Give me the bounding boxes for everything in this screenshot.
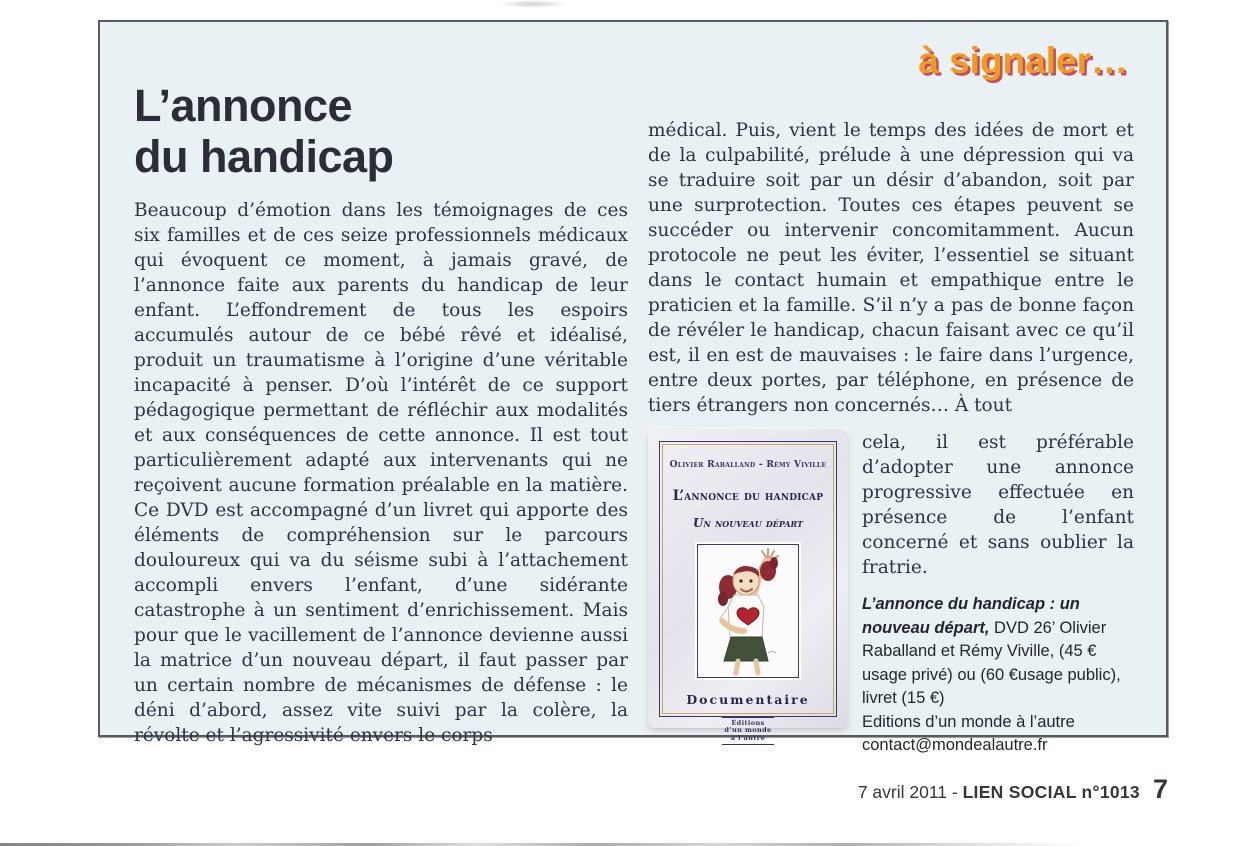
girl-drawing-icon bbox=[698, 545, 798, 677]
article-title-line2: du handicap bbox=[134, 131, 394, 182]
article-column-right bbox=[648, 118, 1134, 758]
article-title bbox=[134, 80, 394, 182]
page-footer bbox=[858, 774, 1168, 805]
media-row bbox=[648, 430, 1134, 758]
caption-email: contact@mondealautre.fr bbox=[862, 736, 1048, 754]
dvd-illustration-girl bbox=[697, 544, 799, 678]
caption-details: DVD 26’ Olivier Raballand et Rémy Viville, (45 € usage privé) ou (60 €usage public), livret (15 €) bbox=[862, 618, 1121, 707]
dvd-subtitle: Un nouveau départ bbox=[692, 516, 803, 530]
article-paragraph-wrapped: cela, il est préférable d’adopter une annonce progressive effectuée en présence de l’enfant concerné et sans oublier la fratrie. bbox=[862, 432, 1134, 578]
caption-publisher: Editions d’un monde à l’autre bbox=[862, 712, 1075, 731]
dvd-cover-frame bbox=[659, 441, 837, 742]
dvd-authors: Olivier Raballand - Rémy Viville bbox=[669, 460, 827, 470]
dvd-caption bbox=[862, 593, 1134, 758]
footer-date: 7 avril 2011 - bbox=[857, 782, 963, 802]
caption-title: L’annonce du handicap : un nouveau départ, bbox=[862, 595, 1080, 637]
article-column-left bbox=[134, 198, 628, 748]
wrap-column bbox=[862, 430, 1134, 758]
article-paragraph-right: médical. Puis, vient le temps des idées de mort et de la culpabilité, prélude à une dépression qui va se traduire soit par un désir d’abandon, soit par une surprotection. Toutes ces étapes peuvent se succéder ou intervenir concomitamment. Aucun protocole ne peut les éviter, l’essentiel se situant dans le contact humain et empathique entre le praticien et la famille. S’il n’y a pas de bonne façon de révéler le handicap, chacun faisant avec ce qu’il est, il en est de mauvaises : le faire dans l’urgence, entre deux portes, par téléphone, en présence de tiers étrangers non concernés… À tout bbox=[648, 120, 1134, 416]
dvd-genre-label: Documentaire bbox=[686, 692, 810, 707]
footer-magazine-title: LIEN SOCIAL n°1013 bbox=[962, 782, 1140, 802]
dvd-publisher-logo: Éditions d’un monde à l’autre bbox=[722, 717, 773, 745]
page-content-box bbox=[98, 20, 1168, 754]
article-paragraph-left: Beaucoup d’émotion dans les témoignages de ces six familles et de ces seize professionnels médicaux qui évoquent ce moment, à jamais gravé, de l’annonce faite aux parents du handicap de leur enfant. L’effondrement de tous les espoirs accumulés autour de ce bébé rêvé et idéalisé, produit un traumatisme à l’origine d’une véritable incapacité à penser. D’où l’intérêt de ce support pédagogique permettant de réfléchir aux modalités et aux conséquences de cette annonce. Il est tout particulièrement adapté aux intervenants qui ne reçoivent aucune formation préalable en la matière. Ce DVD est accompagné d’un livret qui apporte des éléments de compréhension sur le parcours douloureux qui va du séisme subi à l’attachement accompli envers l’enfant, d’une sidérante catastrophe à un sentiment d’enrichissement. Mais pour que le vacillement de l’annonce devienne aussi la matrice d’un nouveau départ, il faut passer par un certain nombre de mécanismes de défense : le déni d’abord, assez vite suivi par la colère, la révolte et l’agressivité envers le corps bbox=[134, 200, 628, 746]
article-title-line1: L’annonce bbox=[134, 80, 353, 131]
scan-smudge bbox=[498, 0, 568, 8]
dvd-cover-image bbox=[648, 430, 848, 742]
dvd-title: L’annonce du handicap bbox=[672, 488, 824, 504]
section-label: à signaler… bbox=[918, 40, 1128, 81]
footer-page-number: 7 bbox=[1152, 774, 1168, 804]
